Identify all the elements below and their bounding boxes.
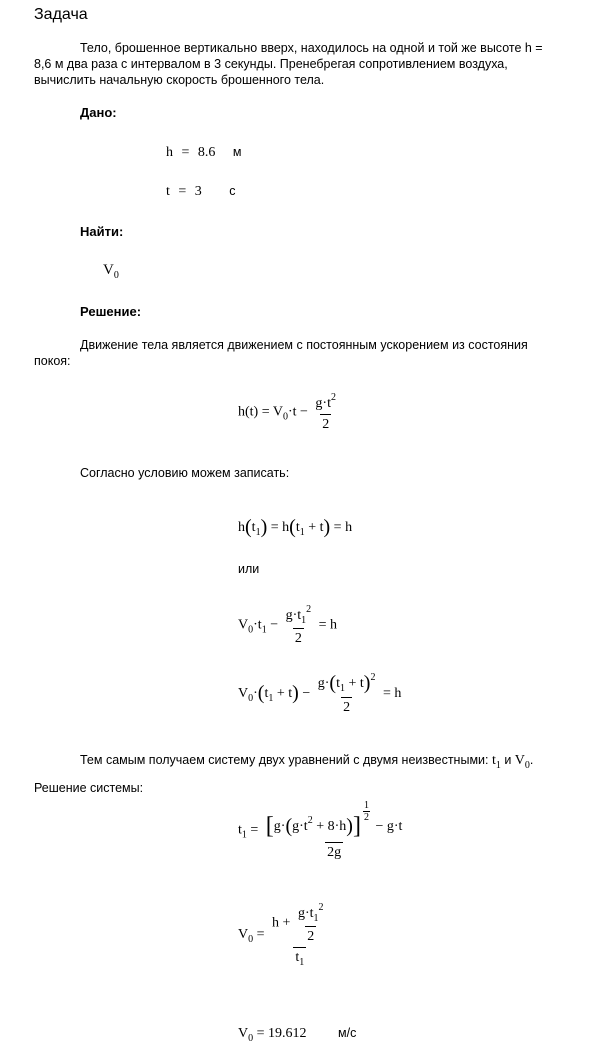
motion-line-2: покоя:	[34, 354, 71, 368]
result-unit: м/с	[338, 1026, 357, 1040]
motion-line-1: Движение тела является движением с постоянным ускорением из состояния	[80, 338, 528, 352]
find-label: Найти:	[80, 224, 124, 239]
find-v0: $V_0$	[103, 262, 119, 281]
equation-system-2: $V_0\cdot(t_1 + t)$ − $\frac{g\cdot(t_1 + t)^2}{2}$ = h	[238, 672, 402, 715]
result-value: 19.612	[268, 1026, 307, 1041]
equation-condition: $h(t_1) = h(t_1 + t) = h$	[238, 516, 353, 538]
given-h-symbol: h	[166, 145, 173, 160]
condition-text: Согласно условию можем записать:	[80, 466, 290, 480]
given-h: h = 8.6 м	[166, 145, 242, 160]
given-t: t = 3 с	[166, 184, 236, 199]
problem-line-1: Тело, брошенное вертикально вверх, находилось на одной и той же высоте h =	[80, 41, 543, 55]
equation-v0: $V_0$ = h + $\frac{g\cdot t_1^2}{2}$ $t_1$	[238, 902, 324, 968]
equation-motion: $h(t) = V_0\cdot t$ − $\frac{g\cdot t^2}{2}$	[238, 392, 336, 432]
result: $V_0 = 19.612$ м/с	[238, 1026, 357, 1044]
system-solution-text: Решение системы:	[34, 781, 144, 795]
equation-system-1: $V_0\cdot t_1$ − $\frac{g\cdot t_1^2}{2}$ = h	[238, 604, 338, 646]
given-t-symbol: t	[166, 184, 170, 199]
or-text: или	[238, 562, 260, 576]
given-t-value: 3	[194, 184, 202, 199]
solution-label: Решение:	[80, 304, 142, 319]
problem-line-2: 8,6 м два раза с интервалом в 3 секунды. Пренебрегая сопротивлением воздуха,	[34, 57, 508, 71]
given-label: Дано:	[80, 105, 117, 120]
given-h-value: 8.6	[197, 145, 216, 160]
page-title: Задача	[34, 6, 88, 23]
given-h-unit: м	[232, 145, 242, 159]
equation-t1: $t_1$ = $[g\cdot(g\cdot t^2 + 8\cdot h)]$ $\frac{1}{2}$ − g·t 2g	[238, 800, 403, 860]
problem-line-3: вычислить начальную скорость брошенного тела.	[34, 73, 325, 87]
given-t-unit: с	[229, 184, 236, 198]
system-text: Тем самым получаем систему двух уравнений с двумя неизвестными: $t_1$ и $V_0$.	[80, 753, 534, 771]
